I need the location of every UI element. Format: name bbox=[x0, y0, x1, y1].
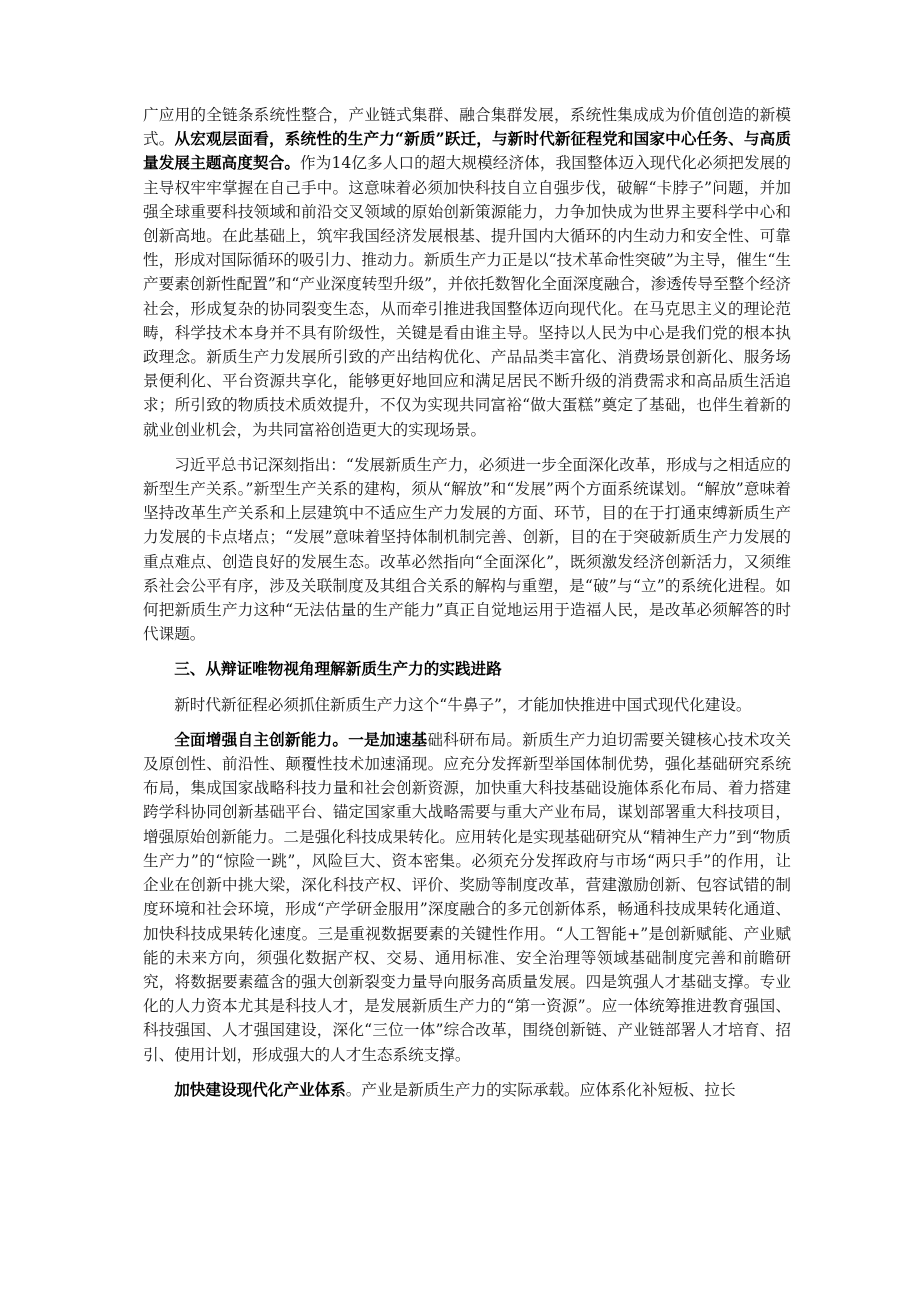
heading-text: 三、从辩证唯物视角理解新质生产力的实践进路 bbox=[174, 659, 502, 679]
section-heading-three bbox=[143, 657, 791, 681]
bold-text-run: 一是加速基 bbox=[348, 729, 428, 749]
document-body bbox=[143, 103, 791, 1113]
bold-text-run: 全面增强自主创新能力。 bbox=[174, 729, 349, 749]
text-run: 作为14亿多人口的超大规模经济体，我国整体迈入现代化必须把发展的主导权牢牢掌握在自己手中。这意味着必须加快科技自立自强步伐，破解“卡脖子”问题，并加强全球重要科技领域和前沿交叉领域的原始创新策源能力，力争加快成为世界主要科学中心和创新高地。在此基础上，筑牢我国经济发展根基、提升国内大循环的内生动力和安全性、可靠性，形成对国际循环的吸引力、推动力。新质生产力正是以“技术革命性突破”为主导，催生“生产要素创新性配置”和“产业深度转型升级”，并依托数智化全面深度融合，渗透传导至整个经济社会，形成复杂的协同裂变生态，从而牵引推进我国整体迈向现代化。在马克思主义的理论范畴，科学技术本身并不具有阶级性，关键是看由谁主导。坚持以人民为中心是我们党的根本执政理念。新质生产力发展所引致的产出结构优化、产品品类丰富化、消费场景创新化、服务场景便利化、平台资源共享化，能够更好地回应和满足居民不断升级的消费需求和高品质生活追求；所引致的物质技术质效提升，不仅为实现共同富裕“做大蛋糕”奠定了基础，也伴生着新的就业创业机会，为共同富裕创造更大的实现场景。 bbox=[143, 154, 791, 439]
paragraph-industry-system bbox=[143, 1078, 791, 1102]
text-run: 础科研布局。新质生产力迫切需要关键核心技术攻关及原创性、前沿性、颠覆性技术加速涌现。应充分发挥新型举国体制优势，强化基础研究系统布局，集成国家战略科技力量和社会创新资源，加快重大科技基础设施体系化布局、着力搭建跨学科协同创新基础平台、锚定国家重大战略需要与重大产业布局，谋划部署重大科技项目，增强原始创新能力。二是强化科技成果转化。应用转化是实现基础研究从“精神生产力”到“物质生产力”的“惊险一跳”，风险巨大、资本密集。必须充分发挥政府与市场“两只手”的作用，让企业在创新中挑大梁，深化科技产权、评价、奖励等制度改革，营建激励创新、包容试错的制度环境和社会环境，形成“产学研金服用”深度融合的多元创新体系，畅通科技成果转化通道、加快科技成果转化速度。三是重视数据要素的关键性作用。“人工智能+”是创新赋能、产业赋能的未来方向，须强化数据产权、交易、通用标准、安全治理等领域基础制度完善和前瞻研究，将数据要素蕴含的强大创新裂变力量导向服务高质量发展。四是筑强人才基础支撑。专业化的人力资本尤其是科技人才，是发展新质生产力的“第一资源”。应一体统筹推进教育强国、科技强国、人才强国建设，深化“三位一体”综合改革，围绕创新链、产业链部署人才培育、招引、使用计划，形成强大的人才生态系统支撑。 bbox=[143, 730, 791, 1064]
bold-text-run: 加快建设现代化产业体系 bbox=[174, 1079, 346, 1099]
paragraph-reform bbox=[143, 453, 791, 647]
text-run: 广应用的全链条系统性整合，产业链式集群、融合集群发展，系统性集成成为价值创造的新模式。 bbox=[143, 106, 791, 149]
text-run: 新时代新征程必须抓住新质生产力这个“牛鼻子”，才能加快推进中国式现代化建设。 bbox=[174, 695, 752, 714]
paragraph-macro-level bbox=[143, 103, 791, 442]
paragraph-new-era bbox=[143, 693, 791, 717]
text-run: 习近平总书记深刻指出：“发展新质生产力，必须进一步全面深化改革，形成与之相适应的新型生产关系。”新型生产关系的建构，须从“解放”和“发展”两个方面系统谋划。“解放”意味着坚持改革生产关系和上层建筑中不适应生产力发展的方面、环节，目的在于打通束缚新质生产力发展的卡点堵点；“发展”意味着坚持体制机制完善、创新，目的在于突破新质生产力发展的重点难点、创造良好的发展生态。改革必然指向“全面深化”，既须激发经济创新活力，又须维系社会公平有序，涉及关联制度及其组合关系的解构与重塑，是“破”与“立”的系统化进程。如何把新质生产力这种“无法估量的生产能力”真正自觉地运用于造福人民，是改革必须解答的时代课题。 bbox=[143, 455, 791, 644]
bold-text-run: 从宏观层面看，系统性的生产力“新质”跃迁，与新时代新征程党和国家中心任务、与高质量发展主题高度契合。 bbox=[143, 129, 791, 173]
text-run: 。产业是新质生产力的实际承载。应体系化补短板、拉长 bbox=[345, 1080, 736, 1099]
paragraph-innovation-capacity bbox=[143, 728, 791, 1067]
